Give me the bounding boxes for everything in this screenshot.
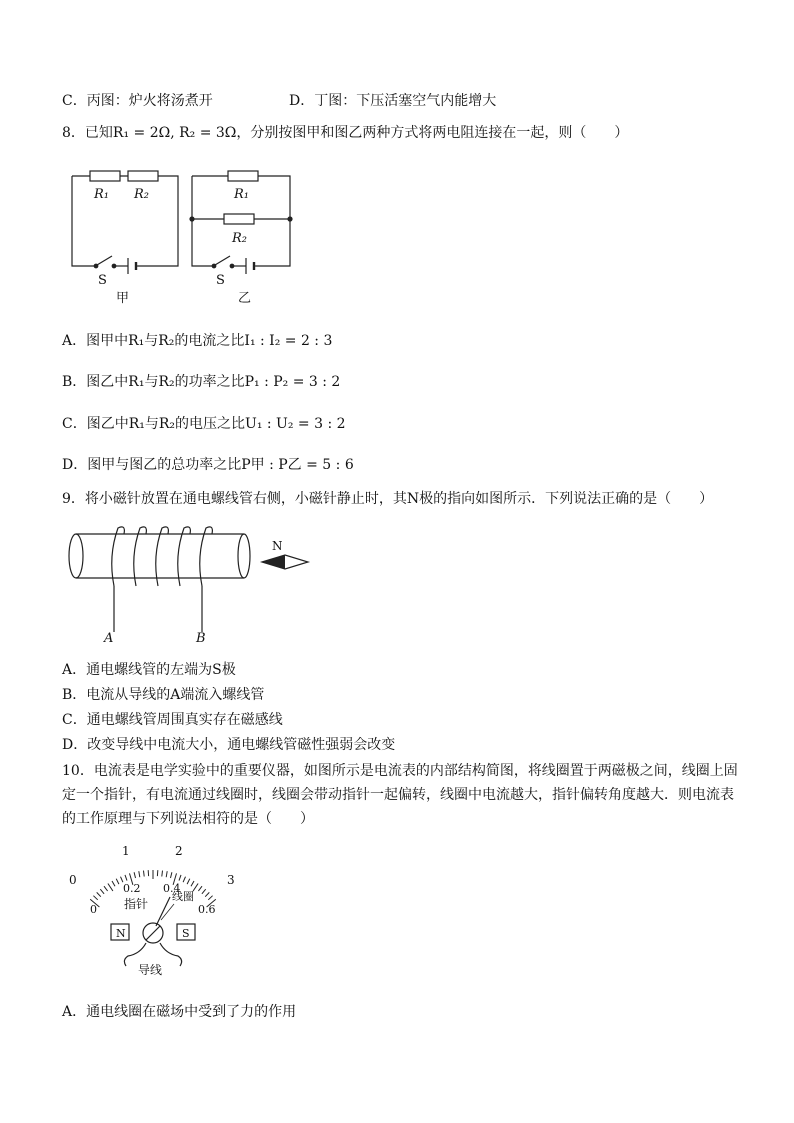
resistor-r1 <box>228 171 258 181</box>
scale-tick <box>139 871 140 877</box>
q8-option-d: D．图甲与图乙的总功率之比P甲 : P乙 = 5 : 6 <box>62 457 354 473</box>
q8-option-a: A．图甲中R₁与R₂的电流之比I₁ : I₂ = 2 : 3 <box>62 333 333 349</box>
q10-stem-line1: 10．电流表是电学实验中的重要仪器，如图所示是电流表的内部结构简图，将线圈置于两磁极之间，线圈上固 <box>62 763 738 779</box>
resistor-r2 <box>128 171 158 181</box>
q7-option-c: C．丙图：炉火将汤煮开 <box>62 93 213 109</box>
label-switch: S <box>98 273 107 288</box>
scale-tick <box>171 872 172 878</box>
q9-option-a: A．通电螺线管的左端为S极 <box>62 662 236 678</box>
scale-tick <box>198 886 202 891</box>
pole-s-label: S <box>182 927 190 940</box>
needle-n-end <box>262 555 285 569</box>
scale-tick <box>125 875 127 881</box>
scale-tick <box>93 896 97 900</box>
scale-tick <box>179 875 181 881</box>
switch-s <box>215 256 230 265</box>
q9-stem: 9．将小磁针放置在通电螺线管右侧，小磁针静止时，其N极的指向如图所示．下列说法正确的是（ ） <box>62 491 714 507</box>
scale-tick <box>144 871 145 877</box>
caption-yi: 乙 <box>238 291 252 306</box>
scale-tick <box>183 877 185 883</box>
label-r2: R₂ <box>134 187 149 202</box>
label-b: B <box>196 631 206 646</box>
scale-tick <box>208 896 212 900</box>
q10-figure-ammeter <box>66 842 246 982</box>
scale-tick <box>205 892 209 896</box>
label-r2: R₂ <box>232 231 247 246</box>
outer-label-2: 2 <box>175 844 183 858</box>
scale-tick <box>108 884 113 892</box>
inner-label-04: 0.4 <box>163 882 181 895</box>
pole-n-label: N <box>116 927 126 940</box>
q8-option-c: C．图乙中R₁与R₂的电压之比U₁ : U₂ = 3 : 2 <box>62 416 346 432</box>
q10-option-a: A．通电线圈在磁场中受到了力的作用 <box>62 1004 297 1020</box>
scale-tick <box>191 881 194 886</box>
q9-figure-solenoid <box>66 524 316 644</box>
q10-stem-line2: 定一个指针，有电流通过线圈时，线圈会带动指针一起偏转，线圈中电流越大，指针偏转角度越大．则电流表 <box>62 787 734 803</box>
scale-tick <box>187 879 190 884</box>
scale-tick <box>134 872 135 878</box>
label-r1: R₁ <box>234 187 249 202</box>
q8-figure-yi <box>190 164 300 304</box>
q10-stem-line3: 的工作原理与下列说法相符的是（ ） <box>62 811 314 827</box>
q9-option-c: C．通电螺线管周围真实存在磁感线 <box>62 712 283 728</box>
scale-tick <box>104 886 108 891</box>
label-r1: R₁ <box>94 187 109 202</box>
coil-label: 线圈 <box>172 890 194 903</box>
scale-tick <box>162 871 163 877</box>
outer-label-0: 0 <box>69 873 77 887</box>
resistor-r1 <box>90 171 120 181</box>
pointer <box>146 926 160 940</box>
q8-stem: 8．已知R₁ = 2Ω, R₂ = 3Ω，分别按图甲和图乙两种方式将两电阻连接在一起，则（ ） <box>62 125 629 141</box>
needle-label-n: N <box>272 539 283 553</box>
label-switch: S <box>216 273 225 288</box>
q10-stem <box>62 759 738 831</box>
inner-label-02: 0.2 <box>123 882 141 895</box>
outer-label-1: 1 <box>122 844 130 858</box>
q9-option-b: B．电流从导线的A端流入螺线管 <box>62 687 265 703</box>
outer-label-3: 3 <box>227 873 235 887</box>
switch-s <box>97 256 112 265</box>
inner-label-0: 0 <box>90 903 97 916</box>
inner-label-06: 0.6 <box>198 903 216 916</box>
pointer-label: 指针 <box>124 897 149 911</box>
q8-option-b: B．图乙中R₁与R₂的功率之比P₁ : P₂ = 3 : 2 <box>62 374 341 390</box>
scale-tick <box>112 881 115 886</box>
caption-jia: 甲 <box>116 291 130 306</box>
q7-option-d: D．丁图：下压活塞空气内能增大 <box>289 93 497 109</box>
scale-tick <box>202 889 206 894</box>
label-a: A <box>104 631 114 646</box>
q8-figure-jia <box>70 164 180 304</box>
scale-tick <box>166 871 167 877</box>
scale-tick <box>97 892 101 896</box>
scale-tick <box>116 879 119 884</box>
wire-label: 导线 <box>138 963 163 977</box>
scale-tick <box>100 889 104 894</box>
resistor-r2 <box>224 214 254 224</box>
q9-option-d: D．改变导线中电流大小，通电螺线管磁性强弱会改变 <box>62 737 396 753</box>
